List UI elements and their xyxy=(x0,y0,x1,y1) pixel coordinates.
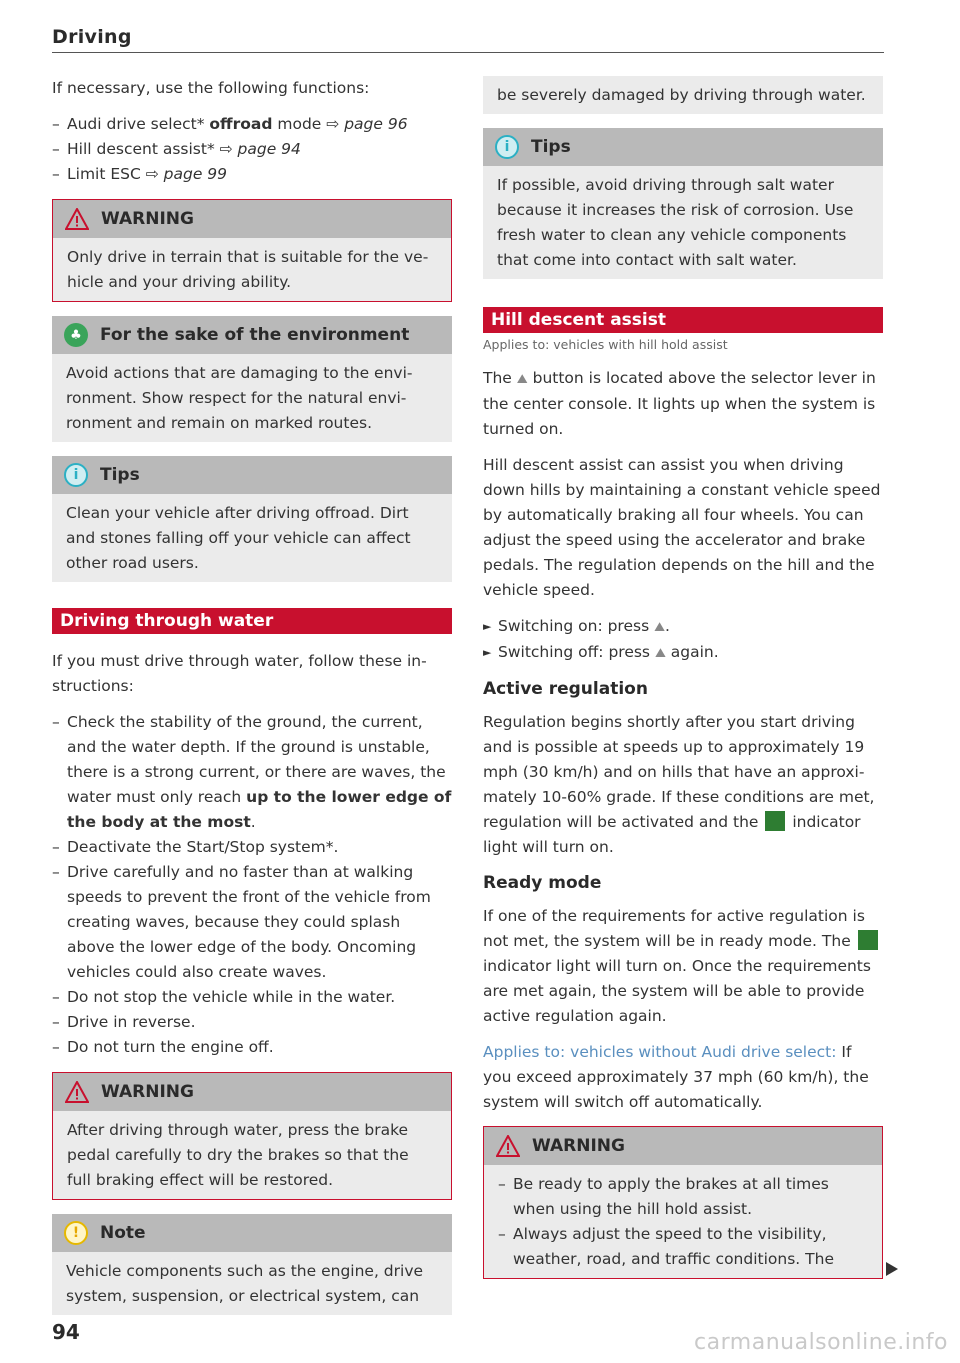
tips-header xyxy=(483,128,883,166)
tips-body: If possible, avoid driving through salt water because it increases the risk of corrosion. Use fresh water to clean any vehicle components that come into contact with salt water. xyxy=(483,166,883,279)
warning-list xyxy=(498,1172,868,1272)
functions-list xyxy=(52,112,452,187)
note-box xyxy=(52,1214,452,1315)
environment-icon: ♣ xyxy=(64,323,88,347)
switch-steps xyxy=(483,614,883,666)
warning-body: Only drive in terrain that is suitable for the vehicle and your driving ability. xyxy=(53,238,451,301)
list-item: – Drive in reverse. xyxy=(52,1010,452,1035)
warning-title: WARNING xyxy=(101,208,194,229)
page-link[interactable]: page 96 xyxy=(344,115,408,133)
warning-body: After driving through water, press the brake pedal carefully to dry the brakes so that the full braking effect will be restored. xyxy=(53,1111,451,1199)
applies-to-note: Applies to: vehicles with hill hold assist xyxy=(483,337,728,352)
exclamation-icon: ! xyxy=(64,1221,88,1245)
warning-title: WARNING xyxy=(101,1081,194,1102)
list-item: – Always adjust the speed to the visibility, weather, road, and traffic conditions. The xyxy=(498,1222,868,1272)
watermark: carmanualsonline.info xyxy=(694,1330,948,1355)
page-link[interactable]: page 94 xyxy=(237,140,301,158)
warning-header xyxy=(53,200,451,238)
indicator-light-icon xyxy=(765,811,785,831)
note-body-continued: be severely damaged by driving through water. xyxy=(483,76,883,114)
warning-triangle-icon xyxy=(65,1081,89,1103)
paragraph: The ⛰ button is located above the selector lever in the center console. It lights up when the system is turned on. xyxy=(483,369,876,438)
paragraph: Hill descent assist can assist you when driving down hills by maintaining a constant vehicle speed by automatically braking all four wheels. You can adjust the speed using the accelerator and brake pedals. The regulation depends on the hill and the vehicle speed. xyxy=(483,456,881,599)
tips-box xyxy=(483,128,883,279)
note-body: Vehicle components such as the engine, drive system, suspension, or electrical system, can xyxy=(52,1252,452,1315)
tips-box xyxy=(52,456,452,582)
header-divider xyxy=(52,52,884,53)
list-item: – Deactivate the Start/Stop system*. xyxy=(52,835,452,860)
warning-header xyxy=(53,1073,451,1111)
info-icon: i xyxy=(495,135,519,159)
environment-box xyxy=(52,316,452,442)
indicator-light-icon xyxy=(858,930,878,950)
warning-box xyxy=(52,199,452,302)
page-header-title: Driving xyxy=(52,26,132,48)
environment-title: For the sake of the environment xyxy=(100,324,410,345)
tips-title: Tips xyxy=(531,136,571,157)
hill-descent-icon: ⛰ xyxy=(654,620,666,635)
subheading-ready-mode: Ready mode xyxy=(483,873,602,893)
note-header xyxy=(52,1214,452,1252)
warning-box xyxy=(52,1072,452,1200)
function-item: – Hill descent assist* ⇨ page 94 xyxy=(52,137,452,162)
hill-descent-icon: ⛰ xyxy=(516,372,528,387)
paragraph: Regulation begins shortly after you start driving and is possible at speeds up to approximately 19 mph (30 km/h) and on hills that have an approximately 10-60% grade. If these conditions are met, regulation will be activated and the indicator light will turn on. xyxy=(483,713,875,856)
right-column xyxy=(483,76,883,1293)
environment-body: Avoid actions that are damaging to the environment. Show respect for the natural environment and remain on marked routes. xyxy=(52,354,452,442)
list-item: ► Switching off: press ⛰ again. xyxy=(483,640,883,666)
continue-arrow-icon xyxy=(886,1262,898,1276)
paragraph: If one of the requirements for active regulation is not met, the system will be in ready mode. The indicator light will turn on. Once the requirements are met again, the system will be able to provide active regulation again. xyxy=(483,904,883,1029)
page-link[interactable]: page 99 xyxy=(163,165,228,183)
function-item: – Audi drive select* offroad mode ⇨ page 96 xyxy=(52,112,452,137)
warning-title: WARNING xyxy=(532,1135,625,1156)
warning-triangle-icon xyxy=(65,208,89,230)
warning-triangle-icon xyxy=(496,1135,520,1157)
subheading-active-regulation: Active regulation xyxy=(483,679,648,699)
function-item: – Limit ESC ⇨ page 99 xyxy=(52,162,452,187)
section-heading-hill-descent: Hill descent assist xyxy=(483,307,883,333)
list-item: – Drive carefully and no faster than at walking speeds to prevent the front of the vehicle from creating waves, because they could splash above the lower edge of the body. Oncoming vehicles could also create waves. xyxy=(52,860,452,985)
list-item: – Be ready to apply the brakes at all times when using the hill hold assist. xyxy=(498,1172,868,1222)
section-heading-water: Driving through water xyxy=(52,608,452,634)
tips-header xyxy=(52,456,452,494)
info-icon: i xyxy=(64,463,88,487)
tips-body: Clean your vehicle after driving offroad. Dirt and stones falling off your vehicle can affect other road users. xyxy=(52,494,452,582)
water-intro: If you must drive through water, follow these instructions: xyxy=(52,652,427,695)
note-title: Note xyxy=(100,1222,146,1243)
note-box-continued xyxy=(483,76,883,114)
left-column xyxy=(52,76,452,1329)
list-item: – Do not stop the vehicle while in the water. xyxy=(52,985,452,1010)
list-item: – Check the stability of the ground, the current, and the water depth. If the ground is unstable, there is a strong current, or there are waves, the water must only reach up to the lower edge of the body at the most. xyxy=(52,710,452,835)
warning-body xyxy=(484,1165,882,1278)
warning-header xyxy=(484,1127,882,1165)
tips-title: Tips xyxy=(100,464,140,485)
paragraph: Applies to: vehicles without Audi drive select: If you exceed approximately 37 mph (60 km/h), the system will switch off automatically. xyxy=(483,1043,869,1111)
functions-intro: If necessary, use the following functions: xyxy=(52,79,370,97)
water-instructions-list xyxy=(52,710,452,1060)
list-item: ► Switching on: press ⛰. xyxy=(483,614,883,640)
page-number: 94 xyxy=(52,1320,80,1344)
warning-box xyxy=(483,1126,883,1279)
hill-descent-icon: ⛰ xyxy=(654,646,666,661)
environment-header xyxy=(52,316,452,354)
list-item: – Do not turn the engine off. xyxy=(52,1035,452,1060)
